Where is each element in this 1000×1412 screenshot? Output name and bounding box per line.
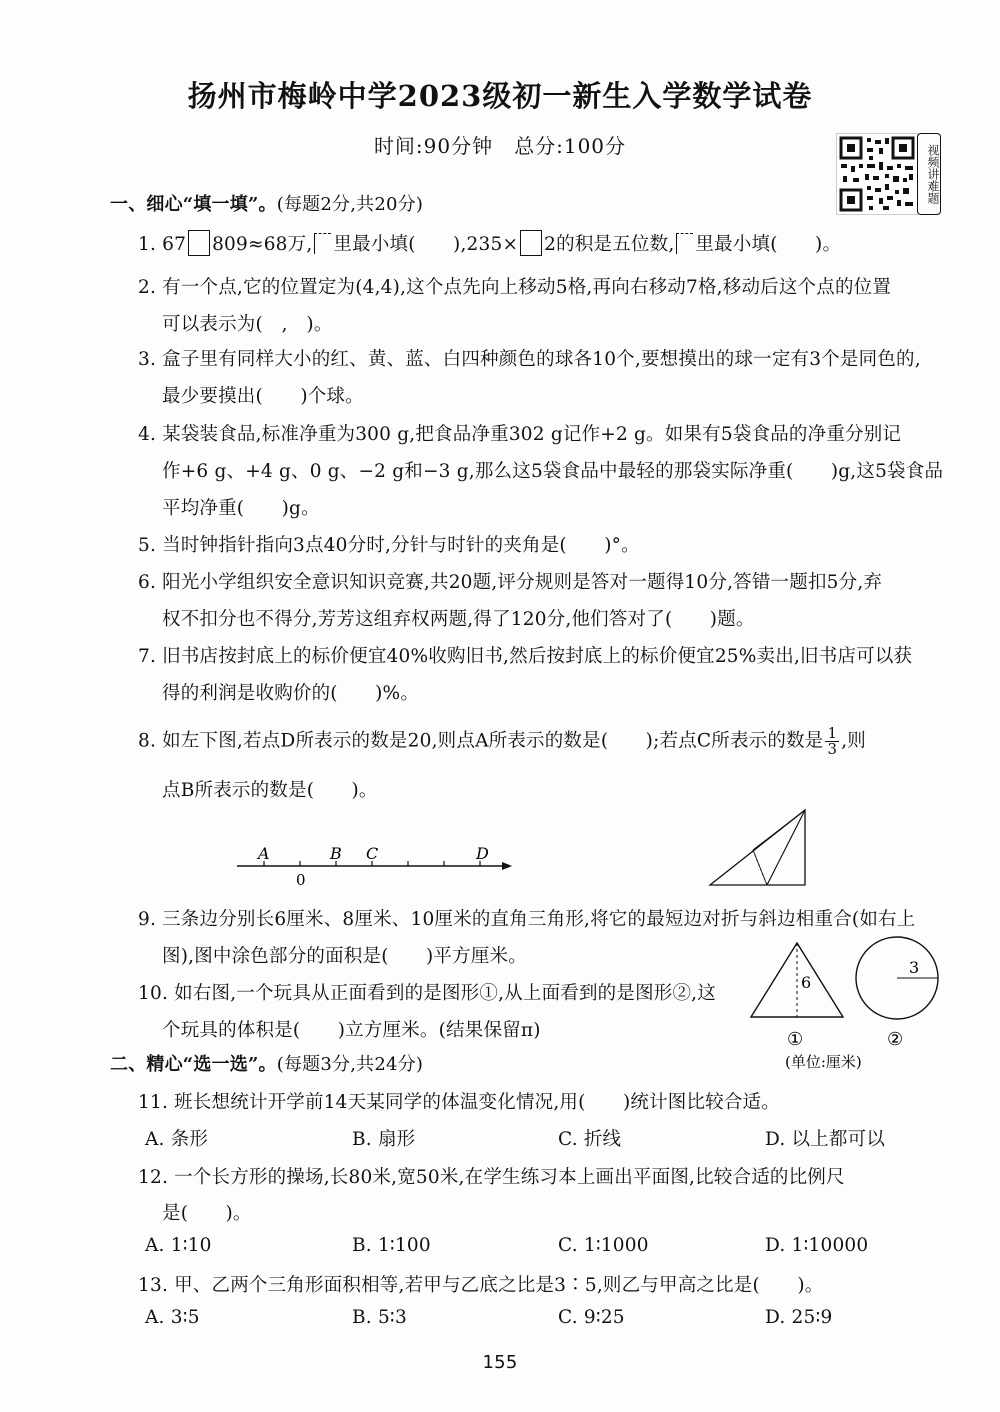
question-11: 11. 班长想统计开学前14天某同学的体温变化情况,用( )统计图比较合适。 — [138, 1092, 780, 1113]
option-b[interactable]: B. 1∶100 — [352, 1235, 431, 1256]
page-number: 155 — [482, 1352, 518, 1373]
question-3-line-2: 最少要摸出( )个球。 — [162, 386, 364, 407]
question-4-line-2: 作+6 g、+4 g、0 g、−2 g和−3 g,那么这5袋食品中最轻的那袋实际净重( )g,这5袋食品 — [162, 461, 944, 482]
figure-1-label: ① — [787, 1029, 804, 1050]
section-2-note: (每题3分,共24分) — [276, 1054, 424, 1075]
question-9-line-2: 图),图中涂色部分的面积是( )平方厘米。 — [162, 946, 527, 967]
question-10-line-2: 个玩具的体积是( )立方厘米。(结果保留π) — [162, 1020, 541, 1041]
question-4-line-3: 平均净重( )g。 — [162, 498, 320, 519]
q1-text-a: 1. 67 — [138, 234, 187, 255]
question-10-line-1: 10. 如右图,一个玩具从正面看到的是图形①,从上面看到的是图形②,这 — [138, 983, 716, 1004]
question-13: 13. 甲、乙两个三角形面积相等,若甲与乙底之比是3∶5,则乙与甲高之比是( )。 — [138, 1275, 824, 1296]
folded-triangle-figure — [705, 805, 815, 890]
section-2-title: 二、精心“选一选”。 — [110, 1054, 277, 1075]
q1-text-e: 里最小填( )。 — [695, 234, 842, 255]
q1-text-b: 809≈68万, — [212, 234, 313, 255]
question-8-line-1 — [138, 726, 866, 757]
page-title: 扬州市梅岭中学2023级初一新生入学数学试卷 — [187, 79, 813, 113]
qr-code-icon[interactable] — [836, 133, 918, 215]
blank-box-marker — [676, 233, 693, 254]
option-b[interactable]: B. 5∶3 — [352, 1307, 407, 1328]
option-a[interactable]: A. 3∶5 — [145, 1307, 200, 1328]
height-label: 6 — [801, 973, 812, 992]
number-line-figure — [232, 840, 522, 890]
exam-info: 时间:90分钟 总分:100分 — [373, 134, 627, 158]
question-2-line-1: 2. 有一个点,它的位置定为(4,4),这个点先向上移动5格,再向右移动7格,移动后这个点的位置 — [138, 277, 892, 298]
section-1-title: 一、细心“填一填”。 — [110, 194, 277, 215]
fraction-one-third — [825, 726, 839, 757]
q8-text-b: ,则 — [841, 730, 866, 752]
question-12-line-2: 是( )。 — [162, 1203, 252, 1224]
question-8-line-2: 点B所表示的数是( )。 — [162, 780, 378, 801]
option-d[interactable]: D. 1∶10000 — [765, 1235, 869, 1256]
point-d-label: D — [476, 844, 489, 863]
question-9-line-1: 9. 三条边分别长6厘米、8厘米、10厘米的直角三角形,将它的最短边对折与斜边相重合(如右上 — [138, 909, 916, 930]
toy-views-figure — [745, 935, 945, 1075]
section-1-heading — [110, 190, 423, 216]
section-2-heading — [110, 1050, 423, 1076]
figure-2-label: ② — [887, 1029, 904, 1050]
option-b[interactable]: B. 扇形 — [352, 1129, 416, 1150]
q1-text-d: 2的积是五位数, — [544, 234, 675, 255]
fraction-denominator: 3 — [827, 740, 838, 758]
question-2-line-2: 可以表示为( , )。 — [162, 314, 333, 335]
option-a[interactable]: A. 1∶10 — [145, 1235, 212, 1256]
question-3-line-1: 3. 盒子里有同样大小的红、黄、蓝、白四种颜色的球各10个,要想摸出的球一定有3个是同色的, — [138, 349, 921, 370]
q8-text-a: 8. 如左下图,若点D所表示的数是20,则点A所表示的数是( );若点C所表示的数是 — [138, 730, 824, 752]
option-d[interactable]: D. 25∶9 — [765, 1307, 833, 1328]
unit-label: (单位:厘米) — [785, 1053, 862, 1071]
option-c[interactable]: C. 1∶1000 — [558, 1235, 649, 1256]
option-c[interactable]: C. 9∶25 — [558, 1307, 625, 1328]
blank-box[interactable] — [188, 230, 210, 256]
option-a[interactable]: A. 条形 — [145, 1129, 209, 1150]
option-c[interactable]: C. 折线 — [558, 1129, 622, 1150]
section-1-note: (每题2分,共20分) — [276, 194, 424, 215]
blank-box[interactable] — [520, 230, 542, 256]
zero-label: 0 — [296, 871, 306, 889]
question-6-line-1: 6. 阳光小学组织安全意识知识竞赛,共20题,评分规则是答对一题得10分,答错一题扣5分,弃 — [138, 572, 883, 593]
point-c-label: C — [366, 844, 379, 863]
point-a-label: A — [258, 844, 270, 863]
question-4-line-1: 4. 某袋装食品,标准净重为300 g,把食品净重302 g记作+2 g。如果有5袋食品的净重分别记 — [138, 424, 902, 445]
radius-label: 3 — [909, 958, 920, 977]
point-b-label: B — [330, 844, 342, 863]
question-1 — [138, 230, 841, 256]
question-6-line-2: 权不扣分也不得分,芳芳这组弃权两题,得了120分,他们答对了( )题。 — [162, 609, 755, 630]
question-7-line-1: 7. 旧书店按封底上的标价便宜40%收购旧书,然后按封底上的标价便宜25%卖出,旧书店可以获 — [138, 646, 913, 667]
blank-box-marker — [314, 233, 331, 254]
question-5: 5. 当时钟指针指向3点40分时,分针与时针的夹角是( )°。 — [138, 535, 640, 556]
question-7-line-2: 得的利润是收购价的( )%。 — [162, 683, 420, 704]
fraction-numerator: 1 — [827, 724, 838, 742]
option-d[interactable]: D. 以上都可以 — [765, 1129, 886, 1150]
qr-label: 视频讲难题 — [917, 133, 941, 215]
q1-text-c: 里最小填( ),235× — [333, 234, 519, 255]
question-12-line-1: 12. 一个长方形的操场,长80米,宽50米,在学生练习本上画出平面图,比较合适的比例尺 — [138, 1167, 845, 1188]
